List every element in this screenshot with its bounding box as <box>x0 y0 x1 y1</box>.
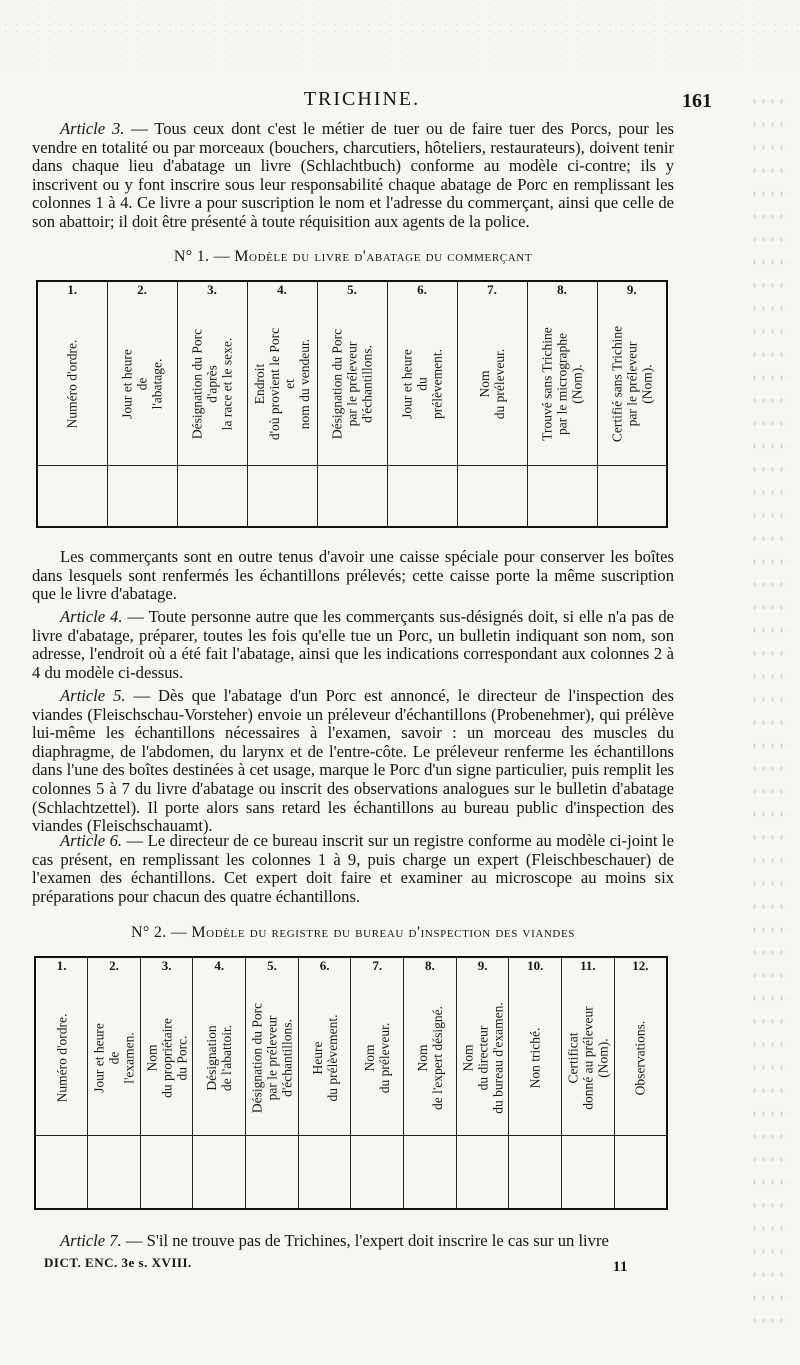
column-number: 4. <box>247 281 317 304</box>
column-heading <box>456 981 509 1136</box>
article-label: Article 4. <box>60 607 123 626</box>
column-heading <box>597 304 667 465</box>
column-number-row <box>35 957 667 981</box>
article-text: — S'il ne trouve pas de Trichines, l'expert doit inscrire le cas sur un livre <box>121 1231 609 1250</box>
entry-cell <box>562 1135 615 1209</box>
column-heading-label: Nom de l'expert désigné. <box>414 1005 445 1110</box>
column-heading-label: Désignation de l'abattoir. <box>204 1024 235 1091</box>
column-heading <box>37 304 107 465</box>
model-1-table <box>36 280 668 528</box>
entry-cell <box>456 1135 509 1209</box>
column-heading-label: Observations. <box>632 1020 648 1096</box>
entry-row <box>37 465 667 527</box>
column-heading <box>35 981 88 1136</box>
entry-cell <box>246 1135 299 1209</box>
column-heading-label: Numéro d'ordre. <box>64 340 80 429</box>
column-heading <box>562 981 615 1136</box>
entry-cell <box>351 1135 404 1209</box>
column-heading <box>457 304 527 465</box>
column-heading <box>614 981 667 1136</box>
article-label: Article 3. <box>60 119 125 138</box>
entry-cell <box>35 1135 88 1209</box>
column-heading-label: Nom du directeur du bureau d'examen. <box>460 1002 506 1114</box>
column-heading <box>298 981 351 1136</box>
column-number: 6. <box>298 957 351 981</box>
column-number: 9. <box>597 281 667 304</box>
entry-cell <box>387 465 457 527</box>
column-heading-label: Numéro d'ordre. <box>54 1013 70 1103</box>
entry-cell <box>317 465 387 527</box>
column-heading <box>387 304 457 465</box>
column-number: 6. <box>387 281 457 304</box>
column-number: 9. <box>456 957 509 981</box>
column-heading-label: Nom du préleveur. <box>362 1022 393 1094</box>
entry-cell <box>37 465 107 527</box>
entry-cell <box>107 465 177 527</box>
column-header-row <box>37 304 667 465</box>
column-heading <box>351 981 404 1136</box>
column-heading <box>88 981 141 1136</box>
column-heading <box>107 304 177 465</box>
article-4-paragraph <box>32 608 674 682</box>
entry-cell <box>247 465 317 527</box>
article-text: — Tous ceux dont c'est le métier de tuer ou de faire tuer des Porcs, pour les vendre en totalité ou par morceaux (bouchers, charcutiers, hôteliers, restaurateurs), doivent tenir dans chaque lieu d'abatage un livre (Schlachtbuch) conforme au modèle ci-contre; ils y inscrivent ou y font inscrire sous leur responsabilité chaque abatage de Porc en remplissant les colonnes 1 à 4. Ce livre a pour suscription le nom et l'adresse du commerçant, ainsi que celle de son abattoir; il doit être présenté à toute réquisition aux agents de la police. <box>32 119 674 231</box>
column-heading <box>193 981 246 1136</box>
article-label: Article 5. <box>60 686 126 705</box>
column-heading-label: Certificat donné au préleveur (Nom). <box>565 1006 611 1110</box>
column-heading <box>177 304 247 465</box>
column-heading-label: Trouvé sans Trichine par le micrographe (Nom). <box>539 327 585 442</box>
column-heading-label: Désignation du Porc par le préleveur d'échantillons. <box>249 1002 295 1113</box>
article-label: Article 7. <box>60 1231 122 1250</box>
caisse-paragraph: Les commerçants sont en outre tenus d'avoir une caisse spéciale pour conserver les boîtes dans lesquels sont renfermés les échantillons prélevés; cette caisse porte la même suscription que le livre d'abatage. <box>32 547 674 604</box>
entry-cell <box>177 465 247 527</box>
column-number: 1. <box>37 281 107 304</box>
column-number: 4. <box>193 957 246 981</box>
column-heading-label: Nom du propriétaire du Porc. <box>144 1017 190 1098</box>
column-heading-label: Endroit d'où provient le Porc et nom du vendeur. <box>252 328 312 441</box>
column-number: 8. <box>404 957 457 981</box>
column-number: 12. <box>614 957 667 981</box>
bottom-scan-marks <box>160 1328 680 1334</box>
entry-cell <box>527 465 597 527</box>
column-number: 2. <box>88 957 141 981</box>
article-text: — Dès que l'abatage d'un Porc est annoncé, le directeur de l'inspection des viandes (Fleischschau-Vorsteher) envoie un préleveur d'échantillons (Probenehmer), qui prélève lui-même les échantillons nécessaires à l'examen, savoir : un morceau des muscles du diaphragme, de l'abdomen, du larynx et de l'entre-côte. Le préleveur renferme les échantillons dans l'une des boîtes destinées à cet usage, marque le Porc d'un signe particulier, puis remplit les colonnes 5 à 7 du livre d'abatage ou inscrit des observations analogues sur le bulletin d'abatage (Schlachtzettel). Il porte alors sans retard les échantillons au bureau public d'inspection des viandes (Fleischschauamt). <box>32 686 674 836</box>
article-text: — Le directeur de ce bureau inscrit sur un registre conforme au modèle ci-joint le cas présent, en remplissant les colonnes 1 à 9, puis charge un expert (Fleischbeschauer) de l'examen des échantillons. Cet expert doit faire et examiner au microscope au moins six préparations pour chacun des quatre échantillons. <box>32 831 675 906</box>
model-2-table <box>34 956 668 1210</box>
column-number: 10. <box>509 957 562 981</box>
model-1-caption <box>32 248 674 266</box>
caption-title: Modèle du livre d'abatage du commerçant <box>234 248 533 265</box>
column-number: 2. <box>107 281 177 304</box>
column-heading-label: Nom du préleveur. <box>477 349 507 420</box>
column-heading-label: Désignation du Porc d'après la race et le sexe. <box>189 329 235 440</box>
running-title: TRICHINE. <box>303 88 421 110</box>
entry-cell <box>193 1135 246 1209</box>
article-label: Article 6. <box>60 831 123 850</box>
entry-cell <box>88 1135 141 1209</box>
column-heading <box>404 981 457 1136</box>
column-number: 11. <box>562 957 615 981</box>
running-head <box>32 88 712 114</box>
column-number: 7. <box>351 957 404 981</box>
column-heading <box>527 304 597 465</box>
column-number: 5. <box>246 957 299 981</box>
column-number: 7. <box>457 281 527 304</box>
column-heading <box>247 304 317 465</box>
signature-number: 11 <box>612 1259 628 1275</box>
entry-cell <box>140 1135 193 1209</box>
column-heading <box>509 981 562 1136</box>
column-heading-label: Désignation du Porc par le préleveur d'échantillons. <box>329 329 375 440</box>
entry-cell <box>509 1135 562 1209</box>
scan-noise <box>0 0 800 70</box>
article-5-paragraph <box>32 687 674 836</box>
column-number: 5. <box>317 281 387 304</box>
signature-reference: DICT. ENC. 3e s. XVIII. <box>44 1255 192 1270</box>
footer-line <box>44 1255 684 1275</box>
column-heading-label: Jour et heure du prélèvement. <box>399 349 445 420</box>
column-heading <box>317 304 387 465</box>
entry-row <box>35 1135 667 1209</box>
article-text: — Toute personne autre que les commerçants sus-désignés doit, si elle n'a pas de livre d'abatage, préparer, toutes les fois qu'elle tue un Porc, un bulletin indiquant son nom, son adresse, l'endroit où a été fait l'abatage, ainsi que les indications correspondant aux colonnes 2 à 4 du modèle ci-dessus. <box>32 607 675 682</box>
caption-number: N° 1. — <box>173 248 235 265</box>
entry-cell <box>614 1135 667 1209</box>
article-3-paragraph <box>32 120 674 232</box>
article-7-paragraph <box>32 1232 674 1251</box>
model-2-caption <box>32 924 674 942</box>
entry-cell <box>404 1135 457 1209</box>
column-heading-label: Jour et heure de l'abatage. <box>119 349 165 420</box>
column-heading <box>140 981 193 1136</box>
column-header-row <box>35 981 667 1136</box>
article-6-paragraph <box>32 832 674 906</box>
page-number: 161 <box>682 90 712 112</box>
column-number: 3. <box>140 957 193 981</box>
entry-cell <box>298 1135 351 1209</box>
caption-number: N° 2. — <box>130 924 192 941</box>
column-number: 1. <box>35 957 88 981</box>
column-heading-label: Heure du prélèvement. <box>309 1014 340 1102</box>
column-heading-label: Certifié sans Trichine par le préleveur (Nom). <box>609 326 655 443</box>
column-heading <box>246 981 299 1136</box>
entry-cell <box>597 465 667 527</box>
column-number: 8. <box>527 281 597 304</box>
column-number: 3. <box>177 281 247 304</box>
column-number-row <box>37 281 667 304</box>
column-heading-label: Non triché. <box>527 1027 543 1089</box>
margin-scan-marks <box>750 90 790 1340</box>
caption-title: Modèle du registre du bureau d'inspection des viandes <box>191 924 576 941</box>
column-heading-label: Jour et heure de l'examen. <box>91 1022 137 1093</box>
entry-cell <box>457 465 527 527</box>
